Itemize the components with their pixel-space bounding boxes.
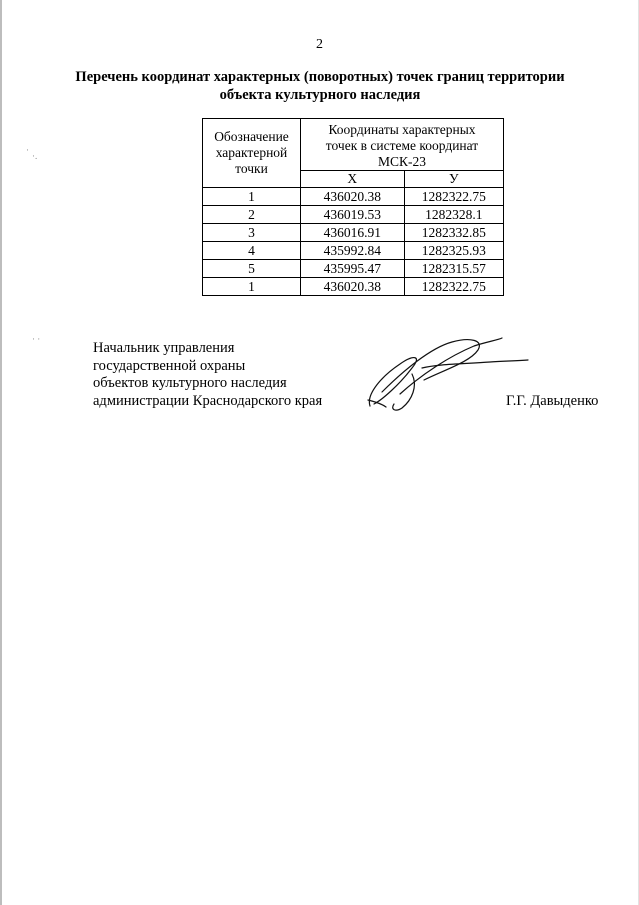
cell-x: 436019.53 [301, 206, 405, 224]
cell-y: 1282332.85 [404, 224, 503, 242]
cell-x: 435995.47 [301, 260, 405, 278]
header-point-designation [203, 119, 301, 188]
table-row [203, 260, 504, 278]
signer-name: Г.Г. Давыденко [506, 393, 599, 409]
position-line: администрации Краснодарского края [93, 392, 323, 409]
cell-x: 436020.38 [301, 188, 405, 206]
cell-point: 5 [203, 260, 301, 278]
cell-y: 1282322.75 [404, 188, 503, 206]
cell-point: 1 [203, 278, 301, 296]
header-point-line: характерной [215, 145, 288, 160]
cell-point: 2 [203, 206, 301, 224]
table-row [203, 242, 504, 260]
table-row [203, 278, 504, 296]
cell-point: 1 [203, 188, 301, 206]
title-line-2: объекта культурного наследия [219, 87, 421, 103]
cell-y: 1282322.75 [404, 278, 503, 296]
table-row [203, 224, 504, 242]
header-coords-line: Координаты характерных [328, 122, 476, 137]
cell-x: 436020.38 [301, 278, 405, 296]
cell-point: 4 [203, 242, 301, 260]
header-y: У [404, 171, 503, 188]
header-x: Х [301, 171, 405, 188]
position-line: объектов культурного наследия [93, 375, 287, 391]
scan-speck: · · [32, 334, 41, 344]
handwritten-signature [352, 334, 532, 414]
header-point-line: Обозначение [214, 129, 289, 144]
position-line: Начальник управления [93, 340, 235, 356]
header-coords-line: МСК-23 [377, 154, 426, 169]
scan-edge-left [0, 0, 2, 905]
cell-x: 435992.84 [301, 242, 405, 260]
signatory-position [93, 340, 322, 410]
title-line-1: Перечень координат характерных (поворотных) точек границ территории [75, 69, 565, 85]
position-line: государственной охраны [93, 357, 246, 374]
cell-x: 436016.91 [301, 224, 405, 242]
header-coordinates [301, 119, 504, 171]
document-title [60, 68, 580, 104]
table-row [203, 188, 504, 206]
cell-point: 3 [203, 224, 301, 242]
scan-speck: ·. [32, 151, 38, 161]
table-header-row [203, 119, 504, 171]
table-row [203, 206, 504, 224]
cell-y: 1282315.57 [404, 260, 503, 278]
page-number: 2 [316, 37, 323, 52]
coordinates-table [202, 118, 504, 296]
scan-speck: · [26, 145, 29, 155]
header-point-line: точки [235, 161, 268, 176]
cell-y: 1282328.1 [404, 206, 503, 224]
header-coords-line: точек в системе координат [325, 138, 479, 153]
cell-y: 1282325.93 [404, 242, 503, 260]
